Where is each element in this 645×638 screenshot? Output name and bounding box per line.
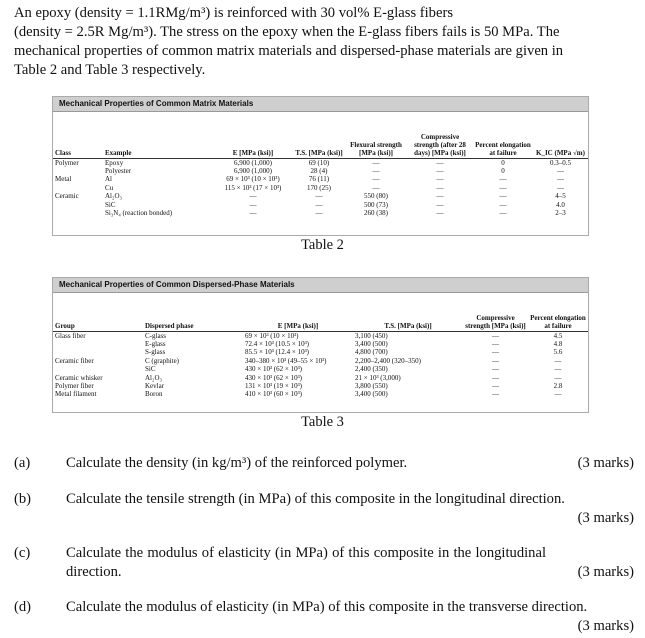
table-title: Mechanical Properties of Common Matrix Materials bbox=[53, 97, 588, 112]
table-cell: 69 × 10³ (10 × 10³) bbox=[226, 175, 280, 184]
table-cell: 115 × 10³ (17 × 10³) bbox=[224, 183, 282, 192]
table-cell: 5.6 bbox=[553, 348, 563, 357]
column-header: T.S. [MPa (ksi)] bbox=[293, 112, 345, 158]
column-header: Dispersed phase bbox=[143, 293, 243, 331]
question-label: (a) bbox=[14, 455, 31, 471]
table-cell: 72.4 × 10³ (10.5 × 10³) bbox=[245, 339, 310, 348]
table-cell: 76 (11) bbox=[308, 175, 330, 184]
table-cell: 430 × 10³ (62 × 10³) bbox=[245, 365, 303, 374]
matrix-materials-table bbox=[52, 96, 589, 236]
table-cell: — bbox=[249, 200, 257, 209]
table-cell: — bbox=[554, 373, 562, 382]
table-cell: 500 (73) bbox=[364, 200, 388, 209]
table-cell: 2,200–2,400 (320–350) bbox=[355, 356, 421, 365]
column-header: E [MPa (ksi)] bbox=[213, 112, 293, 158]
column-header: Flexural strength [MPa (ksi)] bbox=[345, 112, 407, 158]
table-row bbox=[53, 365, 588, 373]
table-cell: — bbox=[492, 331, 499, 340]
table-cell: 0 bbox=[501, 158, 505, 167]
table-cell: 430 × 10³ (62 × 10³) bbox=[245, 373, 303, 382]
table-cell: — bbox=[492, 381, 499, 390]
table-row bbox=[53, 192, 588, 200]
table-cell: — bbox=[372, 158, 380, 167]
table-cell: Metal bbox=[55, 175, 72, 184]
question-marks: (3 marks) bbox=[577, 455, 634, 471]
table-cell: Al₂O₃ bbox=[145, 373, 162, 382]
table-cell: 4.5 bbox=[553, 331, 563, 340]
table-cell: 550 (80) bbox=[364, 192, 388, 201]
table-row bbox=[53, 167, 588, 175]
table-cell: 4.0 bbox=[556, 200, 565, 209]
table-cell: 28 (4) bbox=[310, 166, 328, 175]
table-cell: SiC bbox=[145, 365, 156, 374]
table-cell: Ceramic whisker bbox=[55, 373, 103, 382]
table-cell: 4.8 bbox=[553, 339, 563, 348]
problem-statement bbox=[14, 4, 634, 80]
table-cell bbox=[53, 201, 103, 209]
table-caption: Table 2 bbox=[301, 237, 344, 253]
table-cell: 6,900 (1,000) bbox=[234, 158, 272, 167]
table-cell: — bbox=[436, 200, 444, 209]
table-cell: 0.3–0.5 bbox=[550, 158, 571, 167]
table-cell: — bbox=[372, 175, 380, 184]
column-header: T.S. [MPa (ksi)] bbox=[353, 293, 463, 331]
table-cell: Glass fiber bbox=[55, 331, 86, 340]
table-cell: — bbox=[554, 365, 562, 374]
table-caption: Table 3 bbox=[301, 414, 344, 430]
table-cell: — bbox=[436, 192, 444, 201]
table-cell: — bbox=[492, 356, 499, 365]
table-cell: Ceramic bbox=[55, 192, 79, 201]
table-cell: 21 × 10³ (3,000) bbox=[355, 373, 401, 382]
table-cell: — bbox=[492, 390, 499, 399]
intro-line: (density = 2.5R Mg/m³). The stress on the epoxy when the E-glass fibers fails is 50 MPa. The bbox=[14, 24, 560, 40]
question-b bbox=[14, 490, 634, 530]
question-marks: (3 marks) bbox=[577, 564, 634, 580]
table-cell: 85.5 × 10³ (12.4 × 10³) bbox=[245, 348, 310, 357]
table-cell: 340–380 × 10³ (49–55 × 10³) bbox=[245, 356, 327, 365]
table-title: Mechanical Properties of Common Dispersed-Phase Materials bbox=[53, 278, 588, 293]
table-cell bbox=[53, 365, 143, 373]
table-cell: 2,400 (350) bbox=[355, 365, 388, 374]
table-cell: C (graphite) bbox=[145, 356, 180, 365]
table-cell: 4–5 bbox=[555, 192, 566, 201]
table-cell: — bbox=[315, 192, 323, 201]
table-cell bbox=[53, 340, 143, 348]
table-cell: — bbox=[436, 166, 444, 175]
table-cell: Polymer fiber bbox=[55, 381, 94, 390]
table-cell: — bbox=[436, 175, 444, 184]
table-cell: C-glass bbox=[145, 331, 166, 340]
table-cell bbox=[53, 209, 103, 217]
question-label: (c) bbox=[14, 545, 31, 561]
question-label: (b) bbox=[14, 491, 32, 507]
intro-line: mechanical properties of common matrix materials and dispersed-phase materials are given in bbox=[14, 43, 564, 59]
column-header: Class bbox=[53, 112, 103, 158]
column-header: Compressive strength (after 28 days) [MPa (ksi)] bbox=[407, 112, 473, 158]
table-row bbox=[53, 340, 588, 348]
table-cell: — bbox=[499, 208, 507, 217]
table-cell bbox=[53, 167, 103, 175]
table-cell: Al bbox=[105, 175, 112, 184]
table-cell: 2–3 bbox=[555, 208, 566, 217]
table-cell: Polyester bbox=[105, 166, 132, 175]
table-cell: — bbox=[554, 356, 562, 365]
column-header: Example bbox=[103, 112, 213, 158]
table-body bbox=[53, 158, 588, 217]
table-cell bbox=[53, 184, 103, 192]
table-cell: 3,400 (500) bbox=[355, 339, 388, 348]
table-row bbox=[53, 382, 588, 390]
table-cell: — bbox=[557, 166, 564, 175]
table-cell: — bbox=[372, 166, 380, 175]
table-cell: E-glass bbox=[145, 339, 166, 348]
table-cell: 260 (38) bbox=[364, 208, 388, 217]
question-label: (d) bbox=[14, 599, 32, 615]
table-row bbox=[53, 331, 588, 340]
dispersed-phase-table bbox=[52, 277, 589, 413]
table-cell: S-glass bbox=[145, 348, 166, 357]
table-row bbox=[53, 175, 588, 183]
table-row bbox=[53, 158, 588, 167]
question-d bbox=[14, 598, 634, 638]
table-cell: — bbox=[315, 208, 323, 217]
intro-line: An epoxy (density = 1.1RMg/m³) is reinforced with 30 vol% E-glass fibers bbox=[14, 5, 453, 21]
table-cell: — bbox=[492, 373, 499, 382]
table-cell: 3,400 (500) bbox=[355, 390, 388, 399]
column-header: E [MPa (ksi)] bbox=[243, 293, 353, 331]
table-row bbox=[53, 201, 588, 209]
table-cell: Polymer bbox=[55, 158, 79, 167]
table-cell: — bbox=[499, 192, 507, 201]
table-cell: — bbox=[436, 183, 444, 192]
question-text: Calculate the density (in kg/m³) of the reinforced polymer. bbox=[66, 455, 408, 471]
table-row bbox=[53, 209, 588, 217]
column-header: Percent elongation at failure bbox=[528, 293, 588, 331]
table-cell: 3,800 (550) bbox=[355, 381, 388, 390]
column-header: K_IC (MPa √m) bbox=[533, 112, 588, 158]
table-cell: — bbox=[499, 200, 507, 209]
table-cell: 170 (25) bbox=[307, 183, 331, 192]
table-cell: SiC bbox=[105, 200, 116, 209]
column-header: Compressive strength [MPa (ksi)] bbox=[463, 293, 528, 331]
question-text: Calculate the tensile strength (in MPa) of this composite in the longitudinal direction. bbox=[66, 491, 565, 507]
table-row bbox=[53, 348, 588, 356]
table-cell: Si₃N₄ (reaction bonded) bbox=[105, 208, 173, 217]
table-cell: Metal filament bbox=[55, 390, 97, 399]
table-cell: — bbox=[557, 183, 564, 192]
table-cell: Boron bbox=[145, 390, 163, 399]
table-cell: — bbox=[557, 175, 564, 184]
question-text: Calculate the modulus of elasticity (in MPa) of this composite in the transverse direction. bbox=[66, 599, 588, 615]
table-body bbox=[53, 331, 588, 399]
column-header: Group bbox=[53, 293, 143, 331]
table-cell: 69 (10) bbox=[308, 158, 330, 167]
table-row bbox=[53, 390, 588, 398]
table-cell: — bbox=[436, 208, 444, 217]
table-cell: — bbox=[249, 208, 257, 217]
table-cell: Al₂O₃ bbox=[105, 192, 122, 201]
table-cell: 6,900 (1,000) bbox=[234, 166, 272, 175]
table-cell: Cu bbox=[105, 183, 114, 192]
table-cell: — bbox=[492, 339, 499, 348]
question-a bbox=[14, 454, 634, 474]
table-cell: — bbox=[436, 158, 444, 167]
table-cell: — bbox=[492, 348, 499, 357]
table-cell bbox=[53, 348, 143, 356]
table-cell: 131 × 10³ (19 × 10³) bbox=[245, 381, 303, 390]
table-cell: 2.8 bbox=[553, 381, 563, 390]
table-cell: 69 × 10³ (10 × 10³) bbox=[245, 331, 299, 340]
table-cell: — bbox=[315, 200, 323, 209]
table-cell: — bbox=[554, 390, 562, 399]
table-cell: 410 × 10³ (60 × 10³) bbox=[245, 390, 303, 399]
table-cell: — bbox=[492, 365, 499, 374]
intro-line: Table 2 and Table 3 respectively. bbox=[14, 62, 206, 78]
table-row bbox=[53, 357, 588, 365]
table-cell: — bbox=[499, 175, 507, 184]
table-cell: Epoxy bbox=[105, 158, 124, 167]
table-cell: 0 bbox=[501, 166, 505, 175]
question-text: Calculate the modulus of elasticity (in MPa) of this composite in the longitudinal direction. bbox=[66, 545, 546, 580]
table-cell: 3,100 (450) bbox=[355, 331, 388, 340]
column-header: Percent elongation at failure bbox=[473, 112, 533, 158]
table-cell: Ceramic fiber bbox=[55, 356, 94, 365]
table-cell: Kevlar bbox=[145, 381, 165, 390]
question-marks: (3 marks) bbox=[577, 618, 634, 634]
question-marks: (3 marks) bbox=[577, 510, 634, 526]
question-c bbox=[14, 544, 634, 584]
table-cell: — bbox=[372, 183, 380, 192]
table-row bbox=[53, 374, 588, 382]
table-row bbox=[53, 184, 588, 192]
table-cell: — bbox=[249, 192, 257, 201]
table-cell: — bbox=[499, 183, 507, 192]
table-cell: 4,800 (700) bbox=[355, 348, 388, 357]
